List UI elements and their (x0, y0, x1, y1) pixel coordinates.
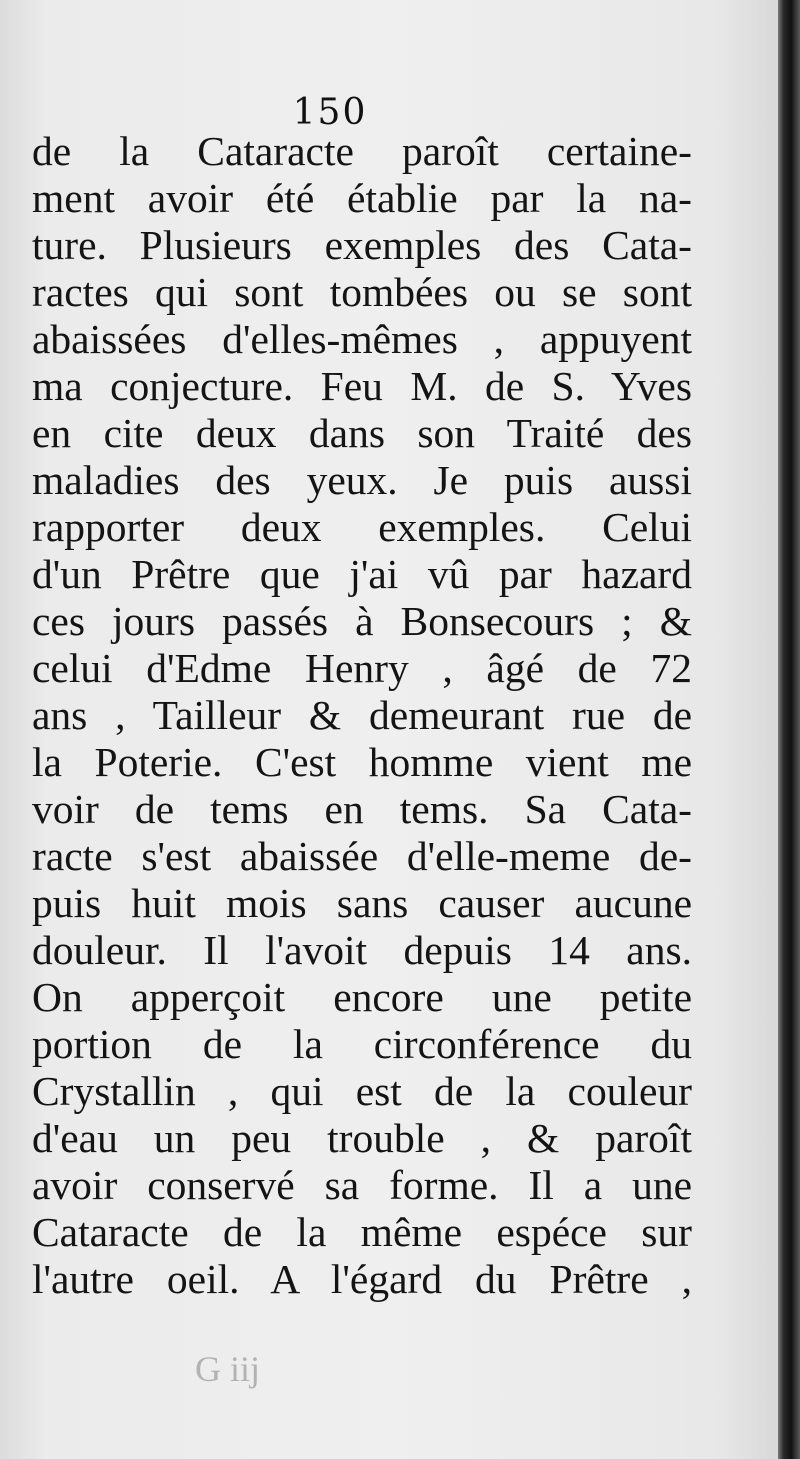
page-edge-shadow (778, 0, 800, 1459)
text-line: ment avoir été établie par la na- (32, 175, 692, 221)
text-line: Crystallin , qui est de la couleur (32, 1068, 692, 1114)
text-line: maladies des yeux. Je puis aussi (32, 457, 692, 503)
text-line: rapporter deux exemples. Celui (32, 504, 692, 550)
text-line: On apperçoit encore une petite (32, 974, 692, 1020)
text-line: avoir conservé sa forme. Il a une (32, 1162, 692, 1208)
text-line: racte s'est abaissée d'elle-meme de- (32, 833, 692, 879)
text-line: ans , Tailleur & demeurant rue de (32, 692, 692, 738)
page-number: 150 (292, 92, 368, 133)
text-line: ture. Plusieurs exemples des Cata- (32, 222, 692, 268)
signature-mark: G iij (195, 1349, 261, 1389)
text-line: d'eau un peu trouble , & paroît (32, 1115, 692, 1161)
text-line: de la Cataracte paroît certaine- (32, 128, 692, 174)
text-line: Cataracte de la même espéce sur (32, 1209, 692, 1255)
text-line: ractes qui sont tombées ou se sont (32, 269, 692, 315)
text-line: portion de la circonférence du (32, 1021, 692, 1067)
text-line: l'autre oeil. A l'égard du Prêtre , (32, 1256, 692, 1302)
text-line: la Poterie. C'est homme vient me (32, 739, 692, 785)
text-line: abaissées d'elles-mêmes , appuyent (32, 316, 692, 362)
text-line: ma conjecture. Feu M. de S. Yves (32, 363, 692, 409)
text-line: d'un Prêtre que j'ai vû par hazard (32, 551, 692, 597)
text-line: en cite deux dans son Traité des (32, 410, 692, 456)
text-line: ces jours passés à Bonsecours ; & (32, 598, 692, 644)
text-line: celui d'Edme Henry , âgé de 72 (32, 645, 692, 691)
body-text (32, 128, 692, 1303)
text-line: puis huit mois sans causer aucune (32, 880, 692, 926)
text-line: douleur. Il l'avoit depuis 14 ans. (32, 927, 692, 973)
text-line: voir de tems en tems. Sa Cata- (32, 786, 692, 832)
